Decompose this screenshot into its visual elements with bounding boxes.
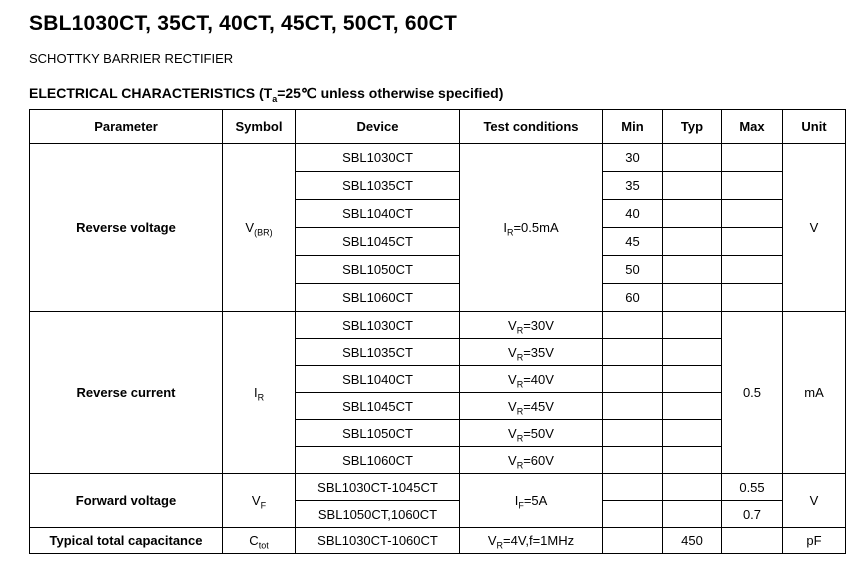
min-cell: 50	[603, 256, 663, 284]
max-cell: 0.5	[722, 312, 783, 474]
test-post: =5A	[523, 493, 548, 508]
test-base: I	[514, 493, 519, 508]
symbol-base: V	[251, 493, 261, 508]
typ-cell	[663, 420, 722, 447]
symbol-cell	[223, 312, 296, 474]
symbol-base: I	[253, 385, 258, 400]
unit-cell: pF	[783, 528, 846, 554]
device-cell: SBL1060CT	[296, 447, 460, 474]
max-cell	[722, 256, 783, 284]
header-device: Device	[296, 110, 460, 144]
min-cell: 35	[603, 172, 663, 200]
min-cell	[603, 393, 663, 420]
test-conditions-cell	[460, 528, 603, 554]
device-cell: SBL1050CT,1060CT	[296, 501, 460, 528]
min-cell: 30	[603, 144, 663, 172]
header-typ: Typ	[663, 110, 722, 144]
test-base: I	[503, 220, 507, 235]
test-base: V	[508, 344, 517, 360]
header-symbol: Symbol	[223, 110, 296, 144]
test-post: =0.5mA	[513, 220, 559, 235]
test-sub: R	[516, 406, 524, 417]
header-unit: Unit	[783, 110, 846, 144]
typ-cell	[663, 200, 722, 228]
min-cell: 45	[603, 228, 663, 256]
symbol-cell	[223, 528, 296, 554]
typ-cell	[663, 474, 722, 501]
parameter-cell: Forward voltage	[30, 474, 223, 528]
test-base: V	[508, 425, 517, 441]
device-cell: SBL1030CT-1045CT	[296, 474, 460, 501]
symbol-sub: (BR)	[254, 227, 273, 238]
test-post: =40V	[523, 371, 554, 387]
test-sub: R	[516, 433, 524, 444]
unit-cell: V	[783, 474, 846, 528]
min-cell	[603, 312, 663, 339]
test-conditions-cell	[460, 420, 603, 447]
test-base: V	[508, 317, 517, 333]
unit-cell: mA	[783, 312, 846, 474]
typ-cell	[663, 393, 722, 420]
table-row	[30, 474, 846, 501]
min-cell	[603, 366, 663, 393]
min-cell	[603, 339, 663, 366]
test-base: V	[508, 452, 517, 468]
test-post: =50V	[523, 425, 554, 441]
page-title: SBL1030CT, 35CT, 40CT, 45CT, 50CT, 60CT	[29, 12, 457, 35]
test-sub: R	[496, 540, 504, 551]
device-cell: SBL1050CT	[296, 420, 460, 447]
section-heading-pre: ELECTRICAL CHARACTERISTICS (T	[29, 85, 273, 101]
test-sub: F	[518, 500, 524, 511]
test-sub: R	[506, 227, 514, 238]
test-sub: R	[516, 325, 524, 336]
device-cell: SBL1050CT	[296, 256, 460, 284]
max-cell	[722, 172, 783, 200]
typ-cell	[663, 339, 722, 366]
test-base: V	[508, 371, 517, 387]
device-cell: SBL1035CT	[296, 339, 460, 366]
typ-cell	[663, 228, 722, 256]
symbol-cell	[223, 474, 296, 528]
symbol-base: C	[249, 533, 259, 548]
test-conditions-cell	[460, 447, 603, 474]
test-post: =30V	[523, 317, 554, 333]
test-post: =45V	[523, 398, 554, 414]
table-row	[30, 312, 846, 339]
table-row	[30, 144, 846, 172]
typ-cell	[663, 284, 722, 312]
unit-cell: V	[783, 144, 846, 312]
section-heading-sub: a	[272, 93, 278, 104]
device-cell: SBL1030CT-1060CT	[296, 528, 460, 554]
typ-cell	[663, 172, 722, 200]
device-cell: SBL1040CT	[296, 200, 460, 228]
test-conditions-cell	[460, 144, 603, 312]
header-test-conditions: Test conditions	[460, 110, 603, 144]
max-cell	[722, 528, 783, 554]
page-subtitle: SCHOTTKY BARRIER RECTIFIER	[29, 51, 234, 66]
typ-cell	[663, 256, 722, 284]
parameter-cell: Reverse current	[30, 312, 223, 474]
typ-cell: 450	[663, 528, 722, 554]
max-cell: 0.55	[722, 474, 783, 501]
typ-cell	[663, 312, 722, 339]
max-cell	[722, 200, 783, 228]
typ-cell	[663, 144, 722, 172]
test-sub: R	[516, 379, 524, 390]
device-cell: SBL1035CT	[296, 172, 460, 200]
device-cell: SBL1030CT	[296, 312, 460, 339]
test-sub: R	[516, 352, 524, 363]
test-conditions-cell	[460, 474, 603, 528]
parameter-cell: Typical total capacitance	[30, 528, 223, 554]
symbol-base: V	[245, 220, 255, 235]
min-cell	[603, 420, 663, 447]
section-heading-post: =25℃ unless otherwise specified)	[277, 85, 504, 101]
test-conditions-cell	[460, 339, 603, 366]
min-cell: 40	[603, 200, 663, 228]
header-parameter: Parameter	[30, 110, 223, 144]
test-sub: R	[516, 460, 524, 471]
typ-cell	[663, 366, 722, 393]
test-post: =35V	[523, 344, 554, 360]
test-post: =4V,f=1MHz	[503, 533, 575, 548]
header-max: Max	[722, 110, 783, 144]
test-base: V	[508, 398, 517, 414]
max-cell: 0.7	[722, 501, 783, 528]
device-cell: SBL1040CT	[296, 366, 460, 393]
device-cell: SBL1030CT	[296, 144, 460, 172]
typ-cell	[663, 501, 722, 528]
max-cell	[722, 228, 783, 256]
symbol-sub: tot	[258, 540, 269, 551]
table-row	[30, 528, 846, 554]
table-header-row	[30, 110, 846, 144]
max-cell	[722, 144, 783, 172]
symbol-sub: R	[257, 392, 265, 403]
test-base: V	[487, 533, 497, 548]
section-heading	[29, 85, 846, 102]
symbol-cell	[223, 144, 296, 312]
min-cell	[603, 474, 663, 501]
test-conditions-cell	[460, 393, 603, 420]
device-cell: SBL1060CT	[296, 284, 460, 312]
min-cell	[603, 447, 663, 474]
max-cell	[722, 284, 783, 312]
electrical-characteristics-table	[29, 109, 846, 554]
device-cell: SBL1045CT	[296, 393, 460, 420]
test-conditions-cell	[460, 312, 603, 339]
typ-cell	[663, 447, 722, 474]
header-min: Min	[603, 110, 663, 144]
test-conditions-cell	[460, 366, 603, 393]
parameter-cell: Reverse voltage	[30, 144, 223, 312]
device-cell: SBL1045CT	[296, 228, 460, 256]
symbol-sub: F	[260, 500, 267, 511]
min-cell: 60	[603, 284, 663, 312]
test-post: =60V	[523, 452, 554, 468]
min-cell	[603, 528, 663, 554]
min-cell	[603, 501, 663, 528]
